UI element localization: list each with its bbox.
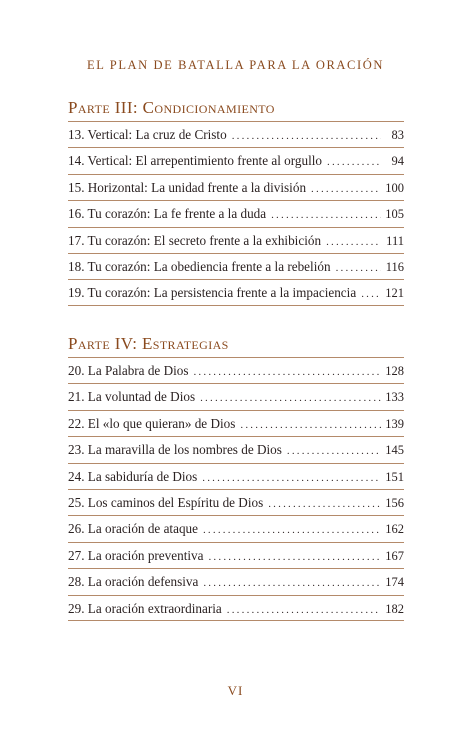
toc-entry-page: 182 [385,601,404,616]
toc-entry-page: 94 [391,154,404,169]
toc-entry[interactable] [68,121,404,147]
toc-entry-title: 23. La maravilla de los nombres de Dios [68,442,282,458]
toc-entry[interactable] [68,410,404,436]
dot-leader [227,603,381,618]
toc-entry-page: 145 [385,443,404,458]
toc-entry-title: 17. Tu corazón: El secreto frente a la exhibición [68,232,322,248]
toc-entry-page: 139 [385,416,404,431]
dot-leader [208,550,381,565]
toc-entry[interactable] [68,253,404,279]
toc-entry-title: 19. Tu corazón: La persistencia frente a la impaciencia [68,285,357,301]
toc-entry-title: 25. Los caminos del Espíritu de Dios [68,494,264,510]
toc-entry-title: 21. La voluntad de Dios [68,389,196,405]
running-head: EL PLAN DE BATALLA PARA LA ORACIÓN [87,58,384,72]
toc-entry-title: 27. La oración preventiva [68,547,204,563]
toc-entry-page: 167 [385,548,404,563]
dot-leader [287,444,381,459]
toc-entry[interactable] [68,436,404,462]
toc-entry-page: 151 [385,469,404,484]
toc-entry[interactable] [68,279,404,305]
dot-leader [203,576,381,591]
toc-entry-page: 156 [385,495,404,510]
toc-entry-title: 26. La oración de ataque [68,521,198,537]
toc-entry-title: 15. Horizontal: La unidad frente a la división [68,179,307,195]
dot-leader [193,365,381,380]
dot-leader [268,497,381,512]
toc-entry-title: 20. La Palabra de Dios [68,363,189,378]
toc-entry[interactable] [68,463,404,489]
toc-entry-page: 162 [385,522,404,537]
toc-entry[interactable] [68,542,404,568]
dot-leader [200,391,381,406]
toc-entry-page: 111 [386,233,404,248]
toc-entry[interactable] [68,568,404,594]
dot-leader [326,235,381,250]
dot-leader [311,182,381,197]
dot-leader [203,523,381,538]
toc-entry-page: 174 [385,575,404,590]
toc-entry[interactable] [68,200,404,226]
dot-leader [232,129,381,144]
toc-list-part-iii [68,121,404,306]
dot-leader [240,418,381,433]
toc-entry-page: 116 [385,259,404,274]
page-folio: VI [227,683,244,698]
toc-entry-title: 29. La oración extraordinaria [68,600,222,616]
toc-entry-page: 128 [385,364,404,378]
toc-entry[interactable] [68,489,404,515]
toc-entry-page: 100 [385,180,404,195]
dot-leader [361,287,381,302]
part-title-iii: Parte III: Condicionamiento [68,98,275,117]
toc-entry-title: 28. La oración defensiva [68,574,199,590]
toc-entry-title: 24. La sabiduría de Dios [68,468,198,484]
toc-entry[interactable] [68,147,404,173]
toc-entry-title: 18. Tu corazón: La obediencia frente a la rebelión [68,258,331,274]
toc-entry-page: 133 [385,390,404,405]
toc-entry-title: 22. El «lo que quieran» de Dios [68,415,236,431]
toc-entry-page: 83 [391,128,404,142]
dot-leader [327,155,381,170]
toc-entry[interactable] [68,357,404,383]
dot-leader [336,261,381,276]
toc-entry[interactable] [68,515,404,541]
toc-entry[interactable] [68,174,404,200]
toc-entry[interactable] [68,227,404,253]
toc-entry-page: 105 [385,207,404,222]
dot-leader [271,208,381,223]
toc-entry-title: 14. Vertical: El arrepentimiento frente al orgullo [68,153,323,169]
toc-entry-page: 121 [385,286,404,301]
part-title-iv: Parte IV: Estrategias [68,334,229,353]
toc-entry-title: 16. Tu corazón: La fe frente a la duda [68,206,267,222]
toc-entry[interactable] [68,595,404,621]
toc-entry[interactable] [68,383,404,409]
toc-entry-title: 13. Vertical: La cruz de Cristo [68,127,227,142]
toc-list-part-iv [68,357,404,621]
dot-leader [202,471,381,486]
